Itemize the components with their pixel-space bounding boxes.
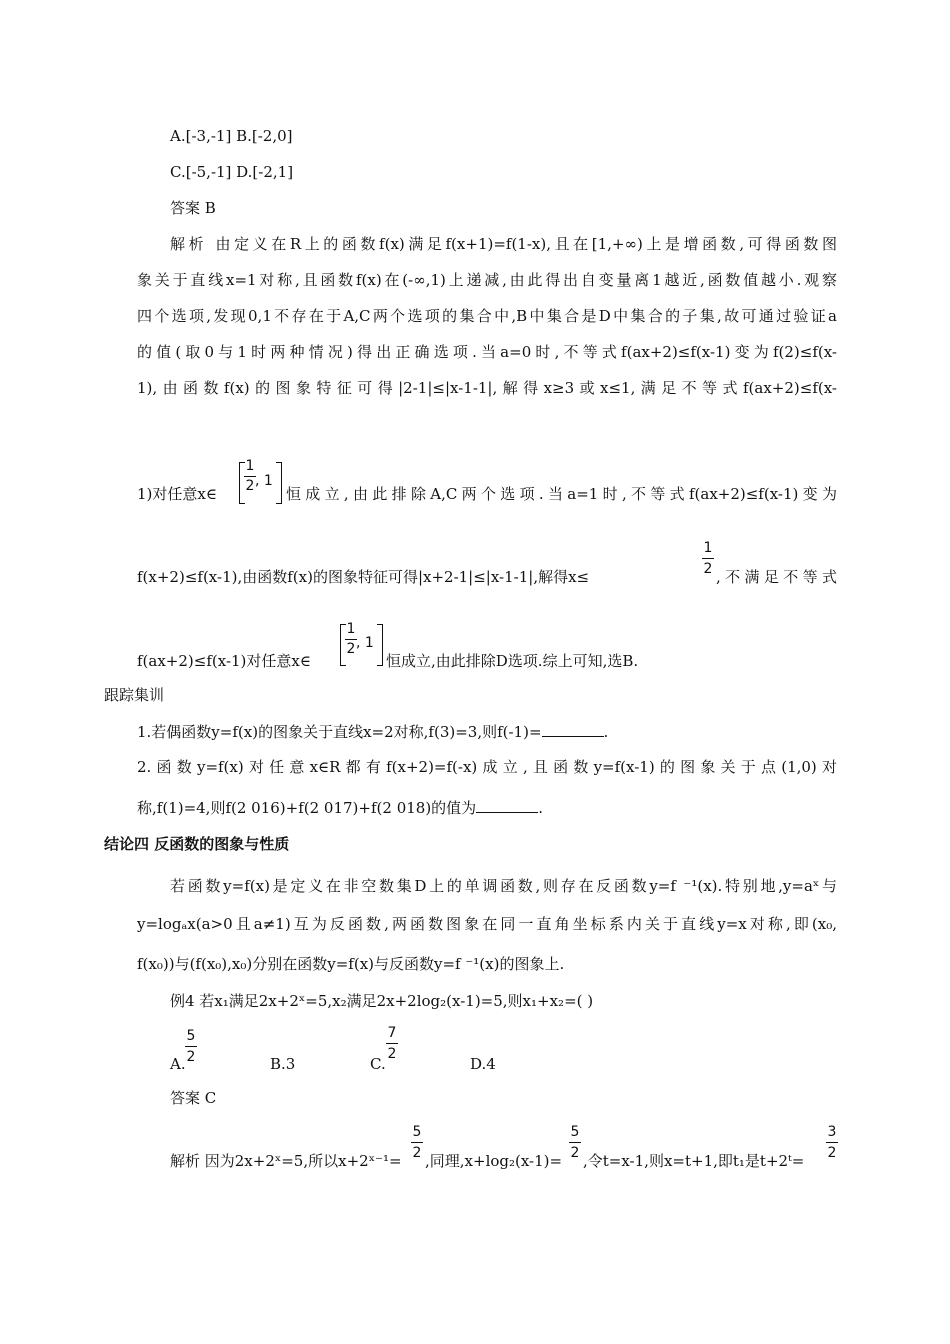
analysis-line-6b: 恒成立,由此排除A,C两个选项.当a=1时,不等式f(ax+2)≤f(x-1)变为 [286, 485, 837, 503]
answer-blank [476, 798, 538, 813]
frac-num: 1 [703, 540, 713, 556]
frac-num: 1 [245, 458, 255, 474]
answer-blank [542, 722, 604, 737]
frac-line [569, 1142, 581, 1143]
answer-2: 答案 C [170, 1089, 217, 1107]
frac-num: 5 [412, 1124, 422, 1140]
analysis-line-7a: f(x+2)≤f(x-1),由函数f(x)的图象特征可得|x+2-1|≤|x-1-1|,解得x≤ [137, 568, 590, 586]
interval-tail: , 1 [356, 635, 374, 651]
option-b: B.3 [270, 1055, 296, 1073]
frac-num: 1 [346, 621, 356, 637]
answer-1: 答案 B [170, 199, 216, 217]
follow-q1-text: 1.若偶函数y=f(x)的图象关于直线x=2对称,f(3)=3,则f(-1)= [137, 723, 542, 741]
follow-q2-line2: 称,f(1)=4,则f(2 016)+f(2 017)+f(2 018)的值为 . [137, 799, 543, 817]
analysis-line-8a: f(ax+2)≤f(x-1)对任意x∈ [137, 652, 311, 670]
example4-stem: 例4 若x₁满足2x+2ˣ=5,x₂满足2x+2log₂(x-1)=5,则x₁+x₂=( ) [170, 992, 594, 1010]
follow-q2-text: 称,f(1)=4,则f(2 016)+f(2 017)+f(2 018)的值为 [137, 799, 477, 817]
frac-num: 7 [387, 1025, 397, 1041]
right-bracket [276, 462, 282, 504]
follow-q2-line1: 2.函数y=f(x)对任意x∈R都有f(x+2)=f(-x)成立,且函数y=f(x-1)的图象关于点(1,0)对 [137, 758, 837, 776]
analysis-line-3: 四个选项,发现0,1不存在于A,C两个选项的集合中,B中集合是D中集合的子集,故可通过验证a [137, 307, 837, 325]
frac-line [386, 1043, 398, 1044]
frac-den: 2 [703, 561, 713, 577]
frac-den: 2 [412, 1145, 422, 1161]
analysis-line-8b: 恒成立,由此排除D选项.综上可知,选B. [386, 652, 639, 670]
frac-line [702, 558, 714, 559]
example4-analysis-c: ,令t=x-1,则x=t+1,即t₁是t+2ᵗ= [583, 1152, 805, 1170]
conclusion-p2: y=logₐx(a>0且a≠1)互为反函数,两函数图象在同一直角坐标系内关于直线y=x对称,即(x₀, [137, 915, 837, 933]
analysis-line-5: 1),由函数f(x)的图象特征可得|2-1|≤|x-1-1|,解得x≥3或x≤1,满足不等式f(ax+2)≤f(x- [137, 379, 837, 397]
option-row-cd: C.[-5,-1] D.[-2,1] [170, 163, 294, 181]
analysis-line-2: 象关于直线x=1对称,且函数f(x)在(-∞,1)上递减,由此得出自变量离1越近,函数值越小.观察 [137, 271, 837, 289]
conclusion-p1: 若函数y=f(x)是定义在非空数集D上的单调函数,则存在反函数y=f ⁻¹(x).特别地,y=aˣ与 [170, 877, 837, 895]
follow-q1: 1.若偶函数y=f(x)的图象关于直线x=2对称,f(3)=3,则f(-1)= . [137, 723, 609, 741]
frac-den: 2 [570, 1145, 580, 1161]
option-d: D.4 [470, 1055, 496, 1073]
frac-num: 5 [186, 1028, 196, 1044]
conclusion-p3: f(x₀))与(f(x₀),x₀)分别在函数y=f(x)与反函数y=f ⁻¹(x)的图象上. [137, 955, 565, 973]
frac-num: 5 [570, 1124, 580, 1140]
option-row-ab: A.[-3,-1] B.[-2,0] [170, 127, 293, 145]
frac-den: 2 [346, 641, 356, 657]
frac-den: 2 [387, 1046, 397, 1062]
example4-analysis-b: ,同理,x+log₂(x-1)= [425, 1152, 563, 1170]
interval-tail: , 1 [255, 473, 273, 489]
analysis-line-7b: ,不满足不等式 [716, 568, 837, 586]
option-a: A. [170, 1055, 186, 1073]
option-c: C. [370, 1055, 386, 1073]
follow-title: 跟踪集训 [104, 686, 165, 704]
analysis-line-1: 解析 由定义在R上的函数f(x)满足f(x+1)=f(1-x),且在[1,+∞)上是增函数,可得函数图 [170, 235, 837, 253]
analysis-line-6a: 1)对任意x∈ [137, 485, 217, 503]
example4-analysis-a: 解析 因为2x+2ˣ=5,所以x+2ˣ⁻¹= [170, 1152, 402, 1170]
frac-den: 2 [827, 1145, 837, 1161]
right-bracket [377, 624, 383, 666]
section-title: 结论四 反函数的图象与性质 [104, 835, 290, 853]
frac-num: 3 [827, 1124, 837, 1140]
frac-den: 2 [245, 478, 255, 494]
frac-line [411, 1142, 423, 1143]
frac-den: 2 [186, 1049, 196, 1065]
frac-line [826, 1142, 838, 1143]
frac-line [185, 1046, 197, 1047]
analysis-line-4: 的值(取0与1时两种情况)得出正确选项.当a=0时,不等式f(ax+2)≤f(x-1)变为f(2)≤f(x- [137, 343, 837, 361]
